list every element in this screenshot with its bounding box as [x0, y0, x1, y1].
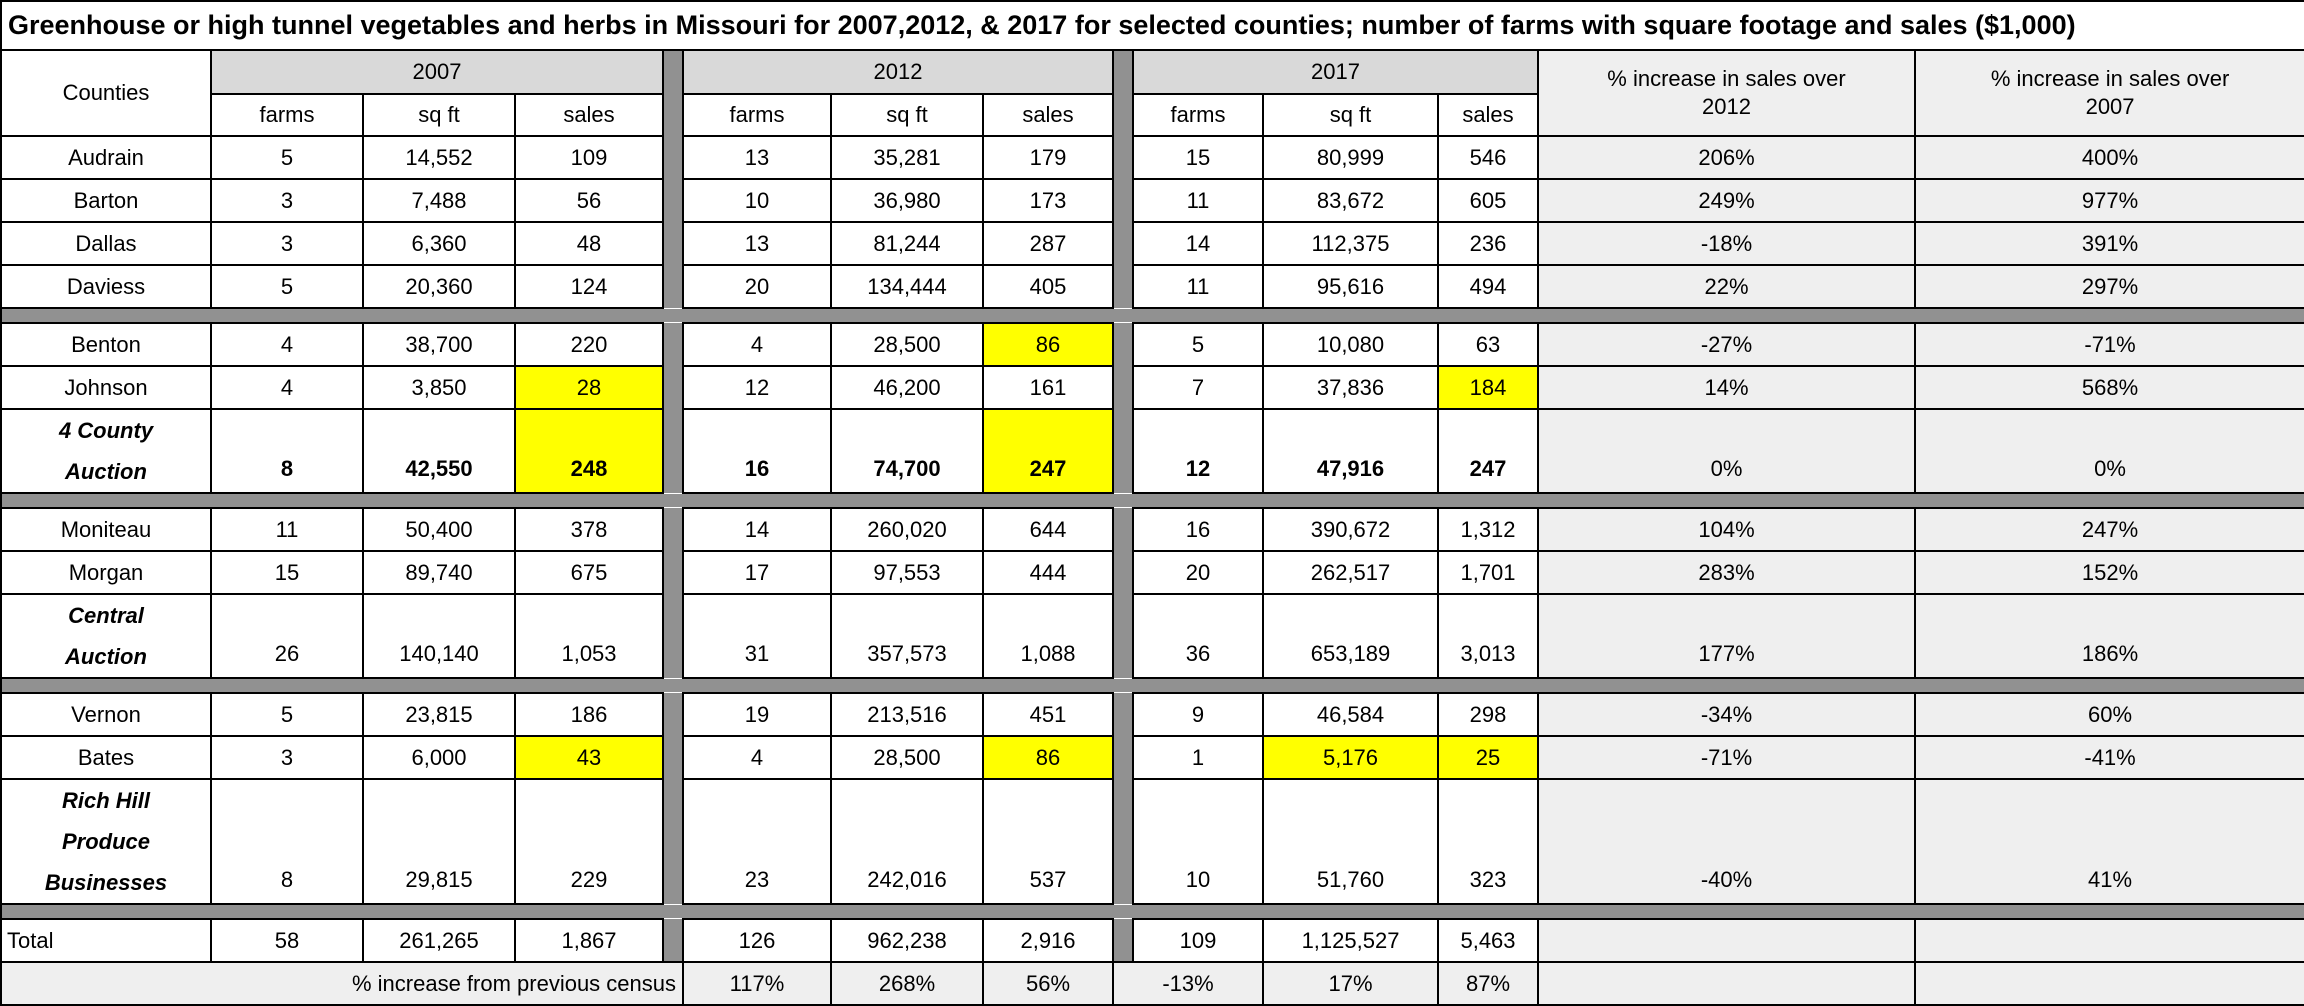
- sales-value: 173: [983, 179, 1113, 222]
- pct-2012-value: 283%: [1538, 551, 1915, 594]
- pct-2012-empty: [1538, 919, 1915, 962]
- sqft-value: 35,281: [831, 136, 983, 179]
- county-name: Morgan: [1, 551, 211, 594]
- pct-2007-value: 247%: [1915, 508, 2304, 551]
- county-name: [1, 779, 211, 904]
- pct-2012-value: 104%: [1538, 508, 1915, 551]
- sales-value-highlighted: 248: [515, 409, 663, 493]
- sqft-value: 47,916: [1263, 409, 1438, 493]
- table-row-vernon: [1, 693, 2304, 736]
- total-farms-value: 126: [683, 919, 831, 962]
- pct-header-line2: 2012: [1702, 94, 1751, 119]
- table-row-bates: [1, 736, 2304, 779]
- farms-header: farms: [1133, 94, 1263, 136]
- footer-label: % increase from previous census: [1, 962, 683, 1005]
- sqft-value: 357,573: [831, 594, 983, 678]
- sqft-value: 28,500: [831, 323, 983, 366]
- year-separator-column: [663, 366, 683, 409]
- sales-value-highlighted: 184: [1438, 366, 1538, 409]
- farms-value: 12: [1133, 409, 1263, 493]
- pct-2007-value: 297%: [1915, 265, 2304, 308]
- county-name-line: Auction: [65, 644, 147, 669]
- sqft-value: 23,815: [363, 693, 515, 736]
- year-separator-column: [1113, 919, 1133, 962]
- farms-value: 3: [211, 736, 363, 779]
- county-name: Moniteau: [1, 508, 211, 551]
- table-title: Greenhouse or high tunnel vegetables and herbs in Missouri for 2007,2012, & 2017 for selected counties; number of farms with square footage and sales ($1,000): [1, 1, 2304, 50]
- pct-2012-value: 249%: [1538, 179, 1915, 222]
- total-label: Total: [1, 919, 211, 962]
- year-separator-column: [663, 919, 683, 962]
- year-header-2007: 2007: [211, 50, 663, 94]
- farms-value: 8: [211, 779, 363, 904]
- sqft-value: 51,760: [1263, 779, 1438, 904]
- pct-2007-value: 400%: [1915, 136, 2304, 179]
- farms-value: 31: [683, 594, 831, 678]
- total-sales-value: 1,867: [515, 919, 663, 962]
- county-name: Vernon: [1, 693, 211, 736]
- pct-2012-value: 22%: [1538, 265, 1915, 308]
- sqft-value: 7,488: [363, 179, 515, 222]
- sales-value: 494: [1438, 265, 1538, 308]
- farms-value: 17: [683, 551, 831, 594]
- year-separator-column: [663, 594, 683, 678]
- pct-2012-value: -71%: [1538, 736, 1915, 779]
- farms-value: 4: [211, 366, 363, 409]
- year-separator-column: [1113, 366, 1133, 409]
- farms-value: 1: [1133, 736, 1263, 779]
- table-row-dallas: [1, 222, 2304, 265]
- footer-sqft-pct: 268%: [831, 962, 983, 1005]
- sqft-value: 95,616: [1263, 265, 1438, 308]
- sqft-value: 81,244: [831, 222, 983, 265]
- sqft-value: 80,999: [1263, 136, 1438, 179]
- sales-value: 1,312: [1438, 508, 1538, 551]
- county-name: Barton: [1, 179, 211, 222]
- farms-value: 5: [211, 136, 363, 179]
- farms-value: 8: [211, 409, 363, 493]
- table-row-barton: [1, 179, 2304, 222]
- total-sqft-value: 1,125,527: [1263, 919, 1438, 962]
- table-row-central-auction: [1, 594, 2304, 678]
- county-name-line: Rich Hill: [61, 788, 150, 813]
- year-separator-column: [1113, 50, 1133, 136]
- sales-value: 287: [983, 222, 1113, 265]
- county-name: Dallas: [1, 222, 211, 265]
- farms-value: 14: [1133, 222, 1263, 265]
- pct-2012-value: -18%: [1538, 222, 1915, 265]
- pct-header-over-2007: [1915, 50, 2304, 136]
- sqft-value: 36,980: [831, 179, 983, 222]
- footer-sqft-pct: 17%: [1263, 962, 1438, 1005]
- farms-value: 15: [1133, 136, 1263, 179]
- year-separator-column: [1113, 779, 1133, 904]
- year-separator-column: [663, 136, 683, 179]
- sqft-value: 37,836: [1263, 366, 1438, 409]
- farms-value: 26: [211, 594, 363, 678]
- pct-2007-value: 186%: [1915, 594, 2304, 678]
- footer-pct-2007-empty: [1915, 962, 2304, 1005]
- sales-value: 161: [983, 366, 1113, 409]
- farms-value: 7: [1133, 366, 1263, 409]
- pct-2012-value: -40%: [1538, 779, 1915, 904]
- year-separator-column: [663, 222, 683, 265]
- footer-sales-pct: 56%: [983, 962, 1113, 1005]
- year-header-2017: 2017: [1133, 50, 1538, 94]
- sqft-value: 10,080: [1263, 323, 1438, 366]
- farms-header: farms: [683, 94, 831, 136]
- county-name: Johnson: [1, 366, 211, 409]
- sqft-value: 242,016: [831, 779, 983, 904]
- table-row-moniteau: [1, 508, 2304, 551]
- sqft-value: 213,516: [831, 693, 983, 736]
- year-separator-column: [663, 323, 683, 366]
- county-name: [1, 409, 211, 493]
- farms-value: 10: [1133, 779, 1263, 904]
- year-separator-column: [1113, 594, 1133, 678]
- county-name: Benton: [1, 323, 211, 366]
- sqft-value: 112,375: [1263, 222, 1438, 265]
- sales-value: 1,088: [983, 594, 1113, 678]
- pct-2007-value: 152%: [1915, 551, 2304, 594]
- sales-value: 537: [983, 779, 1113, 904]
- year-separator-column: [1113, 508, 1133, 551]
- pct-2007-empty: [1915, 919, 2304, 962]
- pct-header-line2: 2007: [2085, 94, 2135, 119]
- sqft-value: 140,140: [363, 594, 515, 678]
- farms-value: 14: [683, 508, 831, 551]
- pct-2007-value: -41%: [1915, 736, 2304, 779]
- pct-2012-value: -34%: [1538, 693, 1915, 736]
- sales-value: 229: [515, 779, 663, 904]
- table-row-daviess: [1, 265, 2304, 308]
- sqft-value: 390,672: [1263, 508, 1438, 551]
- sales-value-highlighted: 86: [983, 736, 1113, 779]
- table-title-row: [1, 1, 2304, 50]
- pct-2012-value: -27%: [1538, 323, 1915, 366]
- year-separator-column: [1113, 136, 1133, 179]
- farms-value: 4: [683, 736, 831, 779]
- farms-value: 19: [683, 693, 831, 736]
- year-header-2012: 2012: [683, 50, 1113, 94]
- pct-2012-value: 14%: [1538, 366, 1915, 409]
- counties-header: Counties: [1, 50, 211, 136]
- farms-value: 4: [683, 323, 831, 366]
- sales-value: 1,701: [1438, 551, 1538, 594]
- sales-value: 546: [1438, 136, 1538, 179]
- county-name: Audrain: [1, 136, 211, 179]
- farms-value: 16: [683, 409, 831, 493]
- pct-2007-value: 391%: [1915, 222, 2304, 265]
- farms-value: 11: [211, 508, 363, 551]
- pct-2007-value: 41%: [1915, 779, 2304, 904]
- farms-value: 12: [683, 366, 831, 409]
- table-row-total: [1, 919, 2304, 962]
- sqft-value: 89,740: [363, 551, 515, 594]
- sqft-value: 6,360: [363, 222, 515, 265]
- farms-value: 4: [211, 323, 363, 366]
- year-separator-column: [1113, 179, 1133, 222]
- sales-value: 1,053: [515, 594, 663, 678]
- sales-value: 3,013: [1438, 594, 1538, 678]
- sales-value: 451: [983, 693, 1113, 736]
- county-name: Daviess: [1, 265, 211, 308]
- year-separator-column: [1113, 409, 1133, 493]
- sqft-value: 83,672: [1263, 179, 1438, 222]
- pct-2012-value: 0%: [1538, 409, 1915, 493]
- year-separator-column: [1113, 551, 1133, 594]
- pct-header-line1: % increase in sales over: [1607, 66, 1846, 91]
- group-separator-band: [1, 678, 2304, 693]
- pct-2007-value: 60%: [1915, 693, 2304, 736]
- farms-value: 11: [1133, 265, 1263, 308]
- year-separator-column: [1113, 222, 1133, 265]
- sqft-value: 6,000: [363, 736, 515, 779]
- pct-2012-value: 206%: [1538, 136, 1915, 179]
- table-row-pct-increase-from-previous-census: [1, 962, 2304, 1005]
- farms-value: 36: [1133, 594, 1263, 678]
- table-row-audrain: [1, 136, 2304, 179]
- sqft-value: 653,189: [1263, 594, 1438, 678]
- year-separator-column: [663, 551, 683, 594]
- farms-value: 9: [1133, 693, 1263, 736]
- sales-value: 675: [515, 551, 663, 594]
- footer-pct-2012-empty: [1538, 962, 1915, 1005]
- year-separator-column: [1113, 736, 1133, 779]
- farms-value: 16: [1133, 508, 1263, 551]
- sales-value: 247: [1438, 409, 1538, 493]
- year-separator-column: [1113, 265, 1133, 308]
- sales-value: 63: [1438, 323, 1538, 366]
- total-sqft-value: 962,238: [831, 919, 983, 962]
- sales-value: 56: [515, 179, 663, 222]
- sales-value: 109: [515, 136, 663, 179]
- sqft-value: 46,200: [831, 366, 983, 409]
- sqft-value: 134,444: [831, 265, 983, 308]
- farms-value: 20: [683, 265, 831, 308]
- year-separator-column: [663, 508, 683, 551]
- county-name: Bates: [1, 736, 211, 779]
- year-separator-column: [663, 50, 683, 136]
- sales-value: 124: [515, 265, 663, 308]
- sales-value: 644: [983, 508, 1113, 551]
- sqft-header: sq ft: [363, 94, 515, 136]
- sales-value-highlighted: 86: [983, 323, 1113, 366]
- farms-header: farms: [211, 94, 363, 136]
- sqft-value: 74,700: [831, 409, 983, 493]
- year-separator-column: [663, 693, 683, 736]
- year-separator-column: [663, 736, 683, 779]
- pct-2007-value: -71%: [1915, 323, 2304, 366]
- farms-value: 13: [683, 222, 831, 265]
- sales-header: sales: [983, 94, 1113, 136]
- year-separator-column: [663, 409, 683, 493]
- sales-value: 605: [1438, 179, 1538, 222]
- sqft-value: 20,360: [363, 265, 515, 308]
- total-sqft-value: 261,265: [363, 919, 515, 962]
- total-sales-value: 5,463: [1438, 919, 1538, 962]
- sales-value: 378: [515, 508, 663, 551]
- year-separator-column: [1113, 323, 1133, 366]
- sqft-value: 46,584: [1263, 693, 1438, 736]
- footer-sales-pct: 87%: [1438, 962, 1538, 1005]
- footer-farms-pct: -13%: [1113, 962, 1263, 1005]
- pct-header-line1: % increase in sales over: [1990, 66, 2230, 91]
- sqft-value: 260,020: [831, 508, 983, 551]
- sales-value: 179: [983, 136, 1113, 179]
- county-name-line: 4 County: [58, 418, 154, 443]
- year-separator-column: [663, 179, 683, 222]
- table-row-4-county-auction: [1, 409, 2304, 493]
- sales-value: 405: [983, 265, 1113, 308]
- group-separator-band: [1, 308, 2304, 323]
- county-name-line: Auction: [65, 459, 147, 484]
- sqft-value: 262,517: [1263, 551, 1438, 594]
- year-separator-column: [1113, 693, 1133, 736]
- sales-value: 48: [515, 222, 663, 265]
- sales-value: 323: [1438, 779, 1538, 904]
- sales-value: 186: [515, 693, 663, 736]
- farms-value: 23: [683, 779, 831, 904]
- farms-value: 11: [1133, 179, 1263, 222]
- year-separator-column: [663, 779, 683, 904]
- farms-value: 5: [211, 693, 363, 736]
- sqft-value: 3,850: [363, 366, 515, 409]
- sqft-value: 29,815: [363, 779, 515, 904]
- sales-value: 298: [1438, 693, 1538, 736]
- farms-value: 10: [683, 179, 831, 222]
- county-name-line: Central: [68, 603, 144, 628]
- sqft-header: sq ft: [831, 94, 983, 136]
- table-row-rich-hill-produce-businesses: [1, 779, 2304, 904]
- sqft-value: 28,500: [831, 736, 983, 779]
- farms-value: 5: [211, 265, 363, 308]
- sales-value: 236: [1438, 222, 1538, 265]
- sales-value: 444: [983, 551, 1113, 594]
- sales-value-highlighted: 247: [983, 409, 1113, 493]
- group-separator-band: [1, 904, 2304, 919]
- sales-value-highlighted: 28: [515, 366, 663, 409]
- sales-header: sales: [1438, 94, 1538, 136]
- sales-value-highlighted: 43: [515, 736, 663, 779]
- farms-value: 13: [683, 136, 831, 179]
- sqft-value: 97,553: [831, 551, 983, 594]
- sqft-value: 50,400: [363, 508, 515, 551]
- footer-farms-pct: 117%: [683, 962, 831, 1005]
- total-sales-value: 2,916: [983, 919, 1113, 962]
- table-row-johnson: [1, 366, 2304, 409]
- pct-2007-value: 977%: [1915, 179, 2304, 222]
- sales-value-highlighted: 25: [1438, 736, 1538, 779]
- sqft-value: 42,550: [363, 409, 515, 493]
- sqft-header: sq ft: [1263, 94, 1438, 136]
- table-row-morgan: [1, 551, 2304, 594]
- pct-2007-value: 0%: [1915, 409, 2304, 493]
- farms-value: 5: [1133, 323, 1263, 366]
- sqft-value-highlighted: 5,176: [1263, 736, 1438, 779]
- farms-value: 20: [1133, 551, 1263, 594]
- pct-2012-value: 177%: [1538, 594, 1915, 678]
- year-header-row: [1, 50, 2304, 94]
- sales-value: 220: [515, 323, 663, 366]
- total-farms-value: 109: [1133, 919, 1263, 962]
- table-row-benton: [1, 323, 2304, 366]
- county-name-line: Produce: [61, 829, 151, 854]
- farms-value: 3: [211, 179, 363, 222]
- farms-value: 15: [211, 551, 363, 594]
- county-name-line: Businesses: [44, 870, 168, 895]
- year-separator-column: [663, 265, 683, 308]
- sqft-value: 14,552: [363, 136, 515, 179]
- county-name: [1, 594, 211, 678]
- farms-value: 3: [211, 222, 363, 265]
- group-separator-band: [1, 493, 2304, 508]
- sqft-value: 38,700: [363, 323, 515, 366]
- pct-header-over-2012: [1538, 50, 1915, 136]
- total-farms-value: 58: [211, 919, 363, 962]
- sales-header: sales: [515, 94, 663, 136]
- pct-2007-value: 568%: [1915, 366, 2304, 409]
